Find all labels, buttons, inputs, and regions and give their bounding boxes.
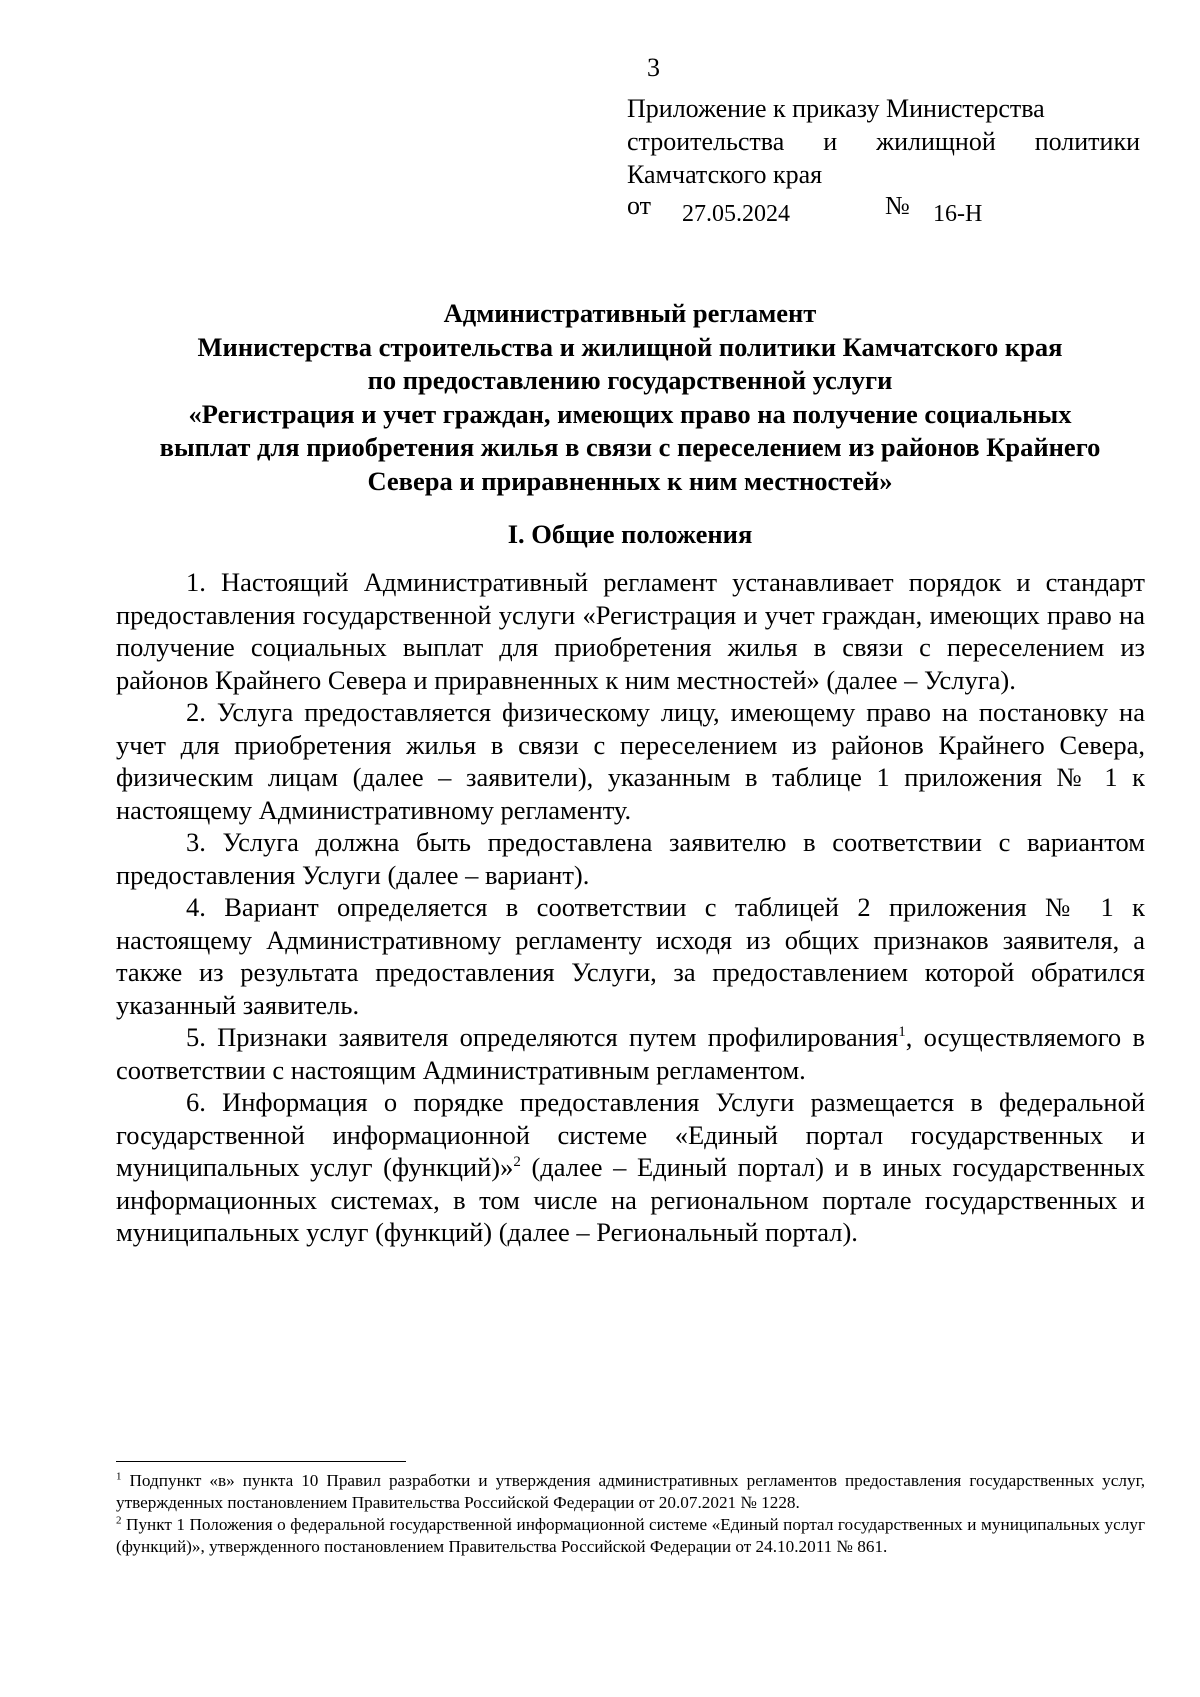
footnote-1-mark: 1 xyxy=(116,1470,122,1483)
order-date-number xyxy=(627,191,1140,233)
annex-line-1: Приложение к приказу Министерства xyxy=(627,94,1045,123)
section-heading: I. Общие положения xyxy=(507,519,753,549)
footnote-2 xyxy=(116,1514,1145,1558)
title-line-3: по предоставлению государственной услуги xyxy=(367,365,893,395)
paragraph-1: 1. Настоящий Административный регламент устанавливает порядок и стандарт предоставления государственной услуги «Регистрация и учет граждан, имеющих право на получение социальных выплат для приобретения жилья в связи с переселением из районов Крайнего Севера и приравненных к ним местностей» (далее – Услуга). xyxy=(116,567,1145,695)
title-line-2: Министерства строительства и жилищной политики Камчатского края xyxy=(197,331,1063,362)
order-number: 16-Н xyxy=(933,201,983,227)
title-line-6: Севера и приравненных к ним местностей» xyxy=(367,465,893,496)
paragraph-6 xyxy=(116,1086,1145,1249)
annex-header xyxy=(627,92,1140,233)
footnotes xyxy=(116,1470,1145,1558)
footnote-ref-2[interactable]: 2 xyxy=(513,1154,521,1171)
order-number-sign: № xyxy=(885,191,910,220)
order-from-label: от xyxy=(627,191,652,220)
paragraph-6-text-b: (далее – Единый портал) и в иных государственных информационных системах, в том числе на региональном портале государственных и муниципальных услуг (функций) (далее – Региональный портал). xyxy=(116,1152,1145,1247)
footnote-2-text: Пункт 1 Положения о федеральной государственной информационной системе «Единый портал государственных и муниципальных услуг (функций)», утвержденного постановлением Правительства Российской Федерации от 24.10.2011 № 861. xyxy=(116,1515,1145,1556)
annex-line-3: Камчатского края xyxy=(627,160,823,189)
paragraph-5-text-a: 5. Признаки заявителя определяются путем профилирования xyxy=(186,1022,899,1052)
footnote-1-text: Подпункт «в» пункта 10 Правил разработки и утверждения административных регламентов предоставления государственных услуг, утвержденных постановлением Правительства Российской Федерации от 20.07.2021 № 1228. xyxy=(116,1471,1145,1512)
paragraph-3: 3. Услуга должна быть предоставлена заявителю в соответствии с вариантом предоставления Услуги (далее – вариант). xyxy=(116,827,1145,890)
document-title xyxy=(100,297,1160,498)
footnote-2-mark: 2 xyxy=(116,1514,122,1527)
order-date: 27.05.2024 xyxy=(682,201,790,227)
title-line-5: выплат для приобретения жилья в связи с переселением из районов Крайнего xyxy=(159,432,1101,462)
title-line-4: «Регистрация и учет граждан, имеющих право на получение социальных xyxy=(188,398,1072,429)
footnote-ref-1[interactable]: 1 xyxy=(898,1024,906,1041)
paragraph-4: 4. Вариант определяется в соответствии с таблицей 2 приложения № 1 к настоящему Административному регламенту исходя из общих признаков заявителя, а также из результата предоставления Услуги, за предоставлением которой обратился указанный заявитель. xyxy=(116,892,1145,1020)
page-number: 3 xyxy=(647,53,660,82)
footnote-1 xyxy=(116,1470,1145,1514)
footnote-divider xyxy=(116,1461,406,1462)
paragraph-5-text-b: , осуществляемого в соответствии с настоящим Административным регламентом. xyxy=(116,1022,1145,1085)
paragraph-2: 2. Услуга предоставляется физическому лицу, имеющему право на постановку на учет для приобретения жилья в связи с переселением из районов Крайнего Севера, физическим лицам (далее – заявители), указанным в таблице 1 приложения № 1 к настоящему Административному регламенту. xyxy=(116,697,1145,825)
annex-line-2: строительства и жилищной политики xyxy=(627,127,1140,156)
paragraph-6-text-a: 6. Информация о порядке предоставления Услуги размещается в федеральной государственной информационной системе «Единый портал государственных и муниципальных услуг (функций)» xyxy=(116,1087,1145,1182)
title-line-1: Административный регламент xyxy=(443,298,817,328)
body-text xyxy=(116,566,1145,1249)
paragraph-5 xyxy=(116,1021,1145,1086)
